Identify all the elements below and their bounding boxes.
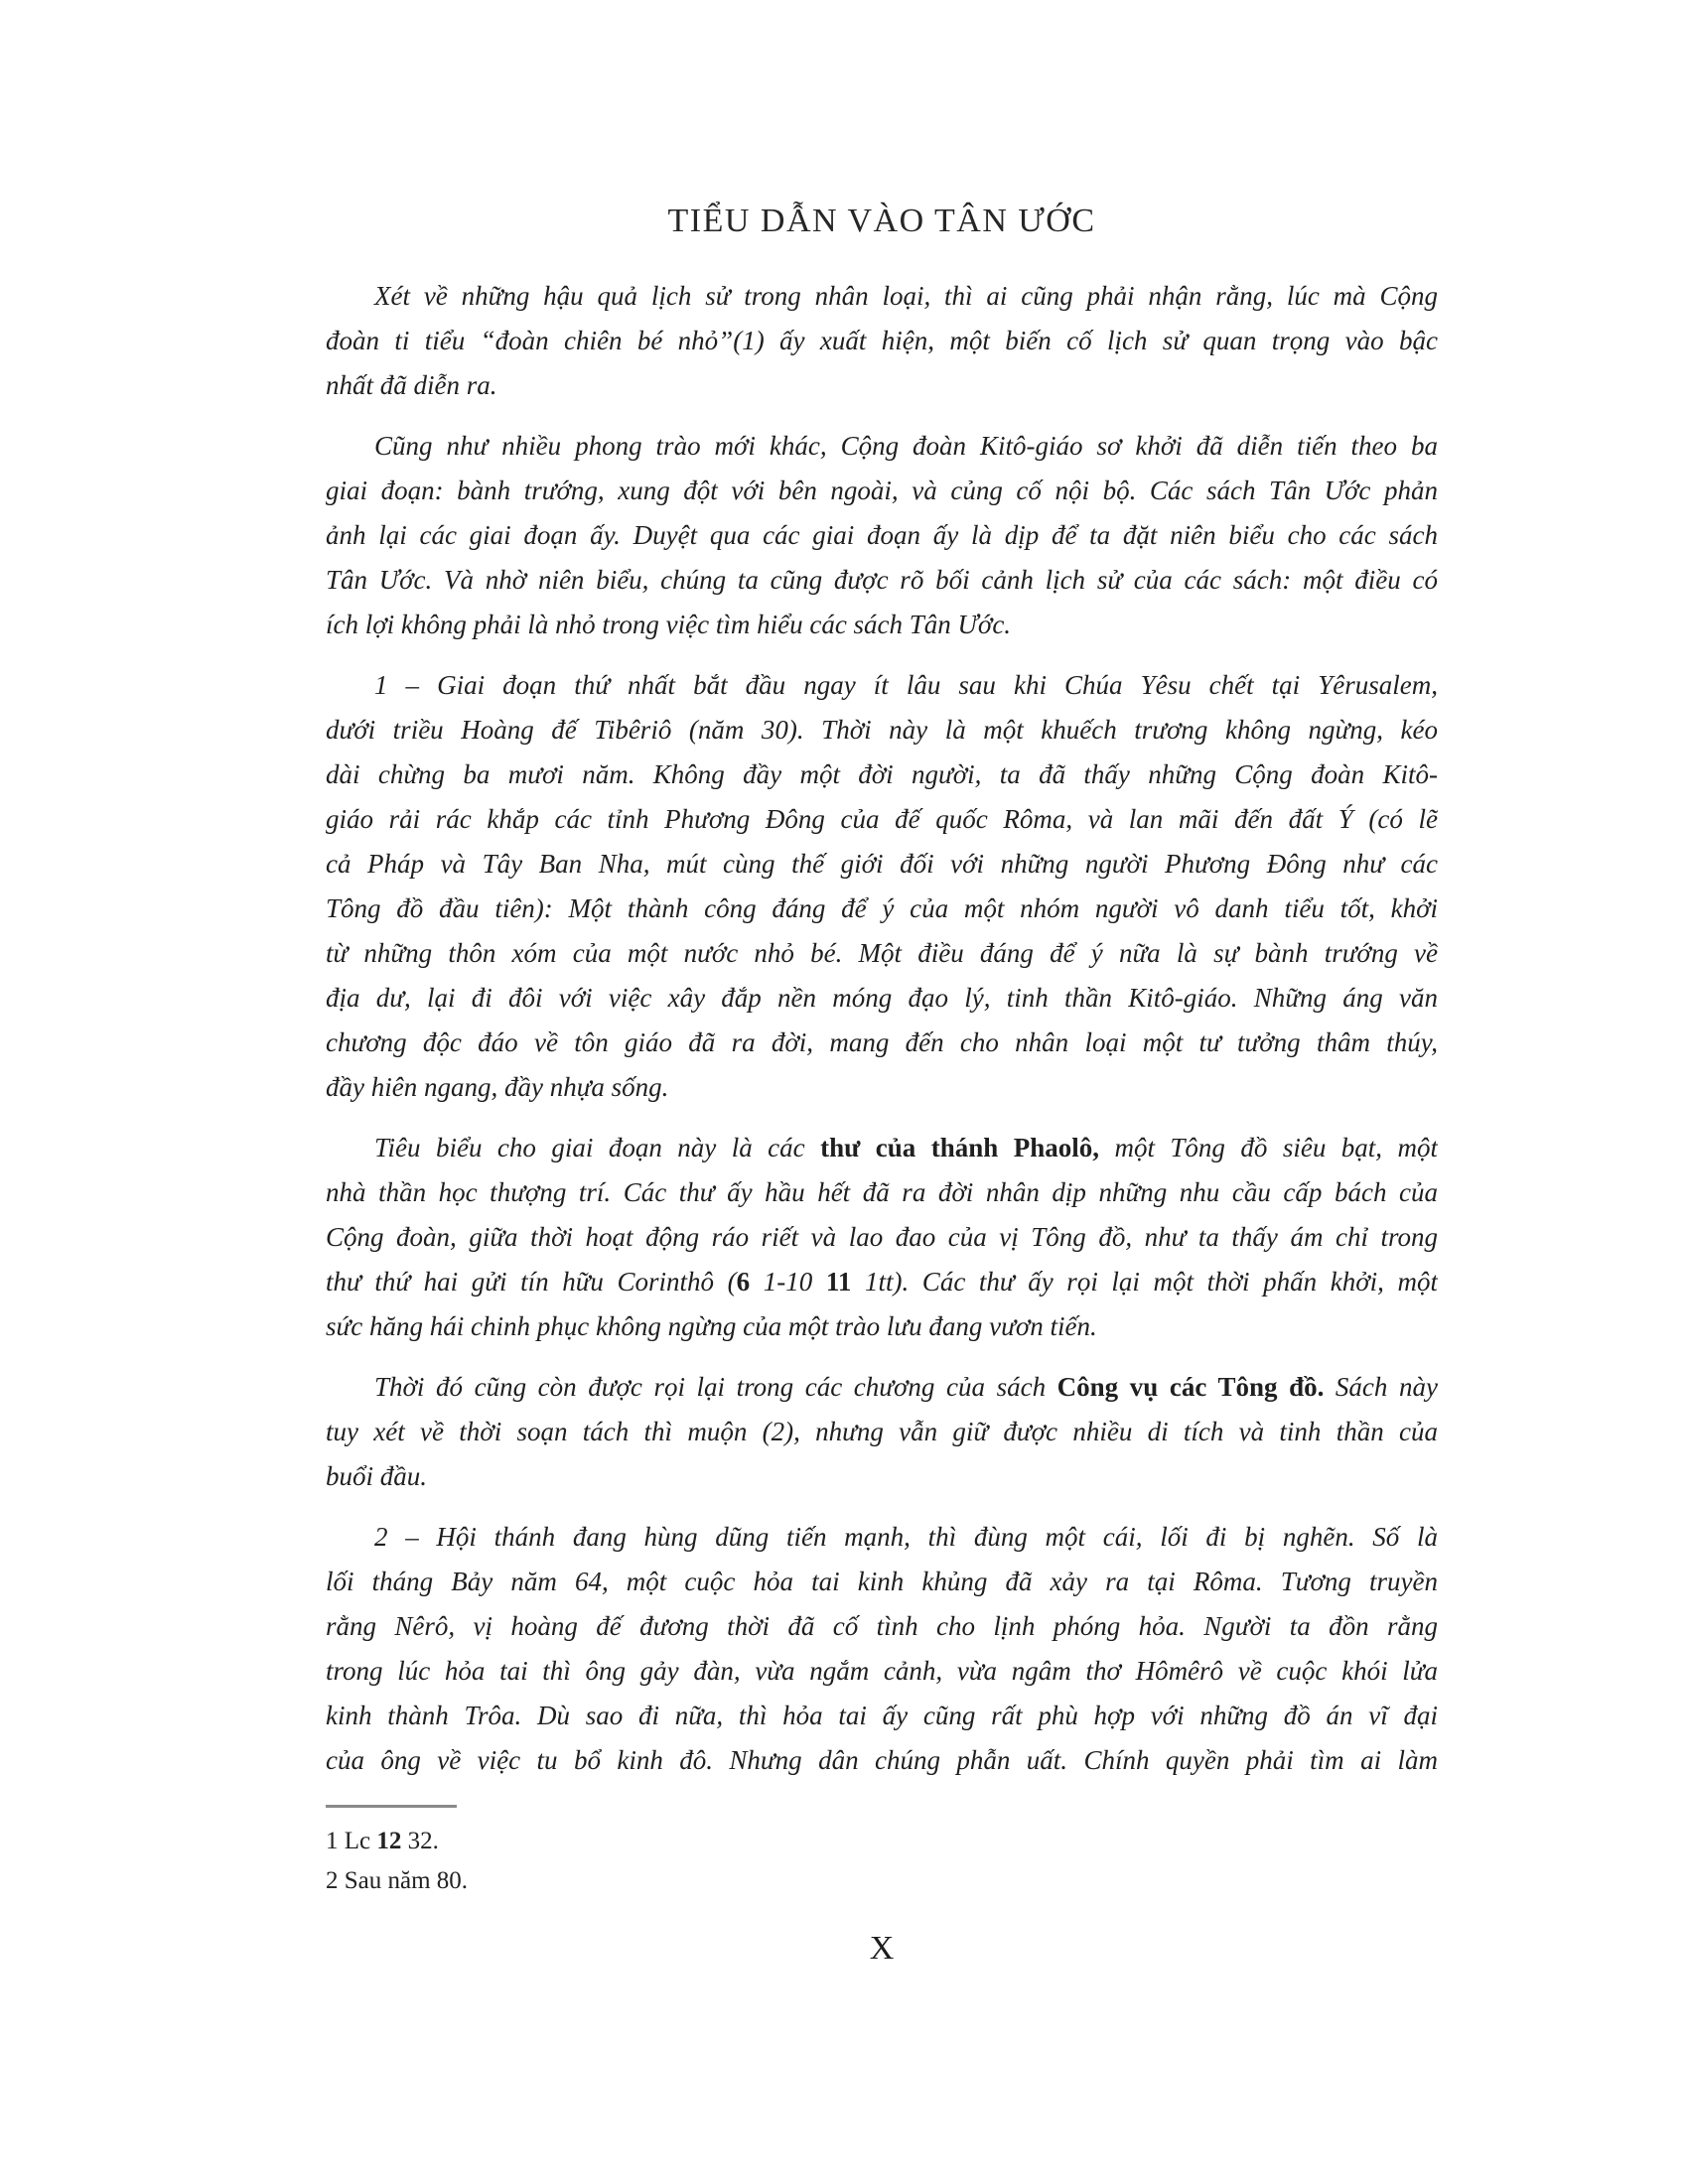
paragraph-line <box>326 1170 1438 1215</box>
text-run: Cũng như nhiều phong trào mới khác, Cộng đoàn Kitô-giáo sơ khởi đã diễn tiến theo ba <box>374 431 1438 461</box>
text-run: sức hăng hái chinh phục không ngừng của một trào lưu đang vươn tiến. <box>326 1311 1097 1341</box>
text-run: thư thứ hai gửi tín hữu Corinthô ( <box>326 1267 737 1297</box>
text-run: ích lợi không phải là nhỏ trong việc tìm hiểu các sách Tân Ước. <box>326 610 1012 639</box>
text-run: trong lúc hỏa tai thì ông gảy đàn, vừa ngắm cảnh, vừa ngâm thơ Hômêrô về cuộc khói lửa <box>326 1656 1438 1686</box>
text-run: 2 – Hội thánh đang hùng dũng tiến mạnh, thì đùng một cái, lối đi bị nghẽn. Số là <box>374 1522 1438 1552</box>
text-run: giai đoạn: bành trướng, xung đột với bên ngoài, và củng cố nội bộ. Các sách Tân Ước phản <box>326 476 1438 505</box>
paragraph-line <box>326 708 1438 752</box>
page-title: TIỂU DẪN VÀO TÂN ƯỚC <box>667 203 1096 239</box>
text-run: cả Pháp và Tây Ban Nha, mút cùng thế giới đối với những người Phương Đông như các <box>326 849 1438 879</box>
text-run: Tông đồ đầu tiên): Một thành công đáng để ý của một nhóm người vô danh tiểu tốt, khởi <box>326 893 1438 923</box>
paragraph-line <box>326 603 1438 647</box>
text-run: của ông về việc tu bổ kinh đô. Nhưng dân chúng phẫn uất. Chính quyền phải tìm ai làm <box>326 1745 1438 1775</box>
text-run: đầy hiên ngang, đầy nhựa sống. <box>326 1072 669 1102</box>
text-run: 1tt). Các thư ấy rọi lại một thời phấn khởi, một <box>851 1267 1438 1297</box>
text-run: 1-10 <box>750 1267 826 1297</box>
text-run: Tiêu biểu cho giai đoạn này là các <box>374 1133 821 1162</box>
text-run: ảnh lại các giai đoạn ấy. Duyệt qua các giai đoạn ấy là dịp để ta đặt niên biểu cho các sách <box>326 520 1438 550</box>
paragraph <box>326 1515 1438 1783</box>
text-run: tuy xét về thời soạn tách thì muộn (2), nhưng vẫn giữ được nhiều di tích và tinh thần của <box>326 1417 1438 1446</box>
text-run: địa dư, lại đi đôi với việc xây đắp nền móng đạo lý, tinh thần Kitô-giáo. Những áng văn <box>326 983 1438 1013</box>
text-run: buổi đầu. <box>326 1461 428 1491</box>
page-number: X <box>869 1930 895 1967</box>
text-run-bold: 11 <box>825 1267 852 1297</box>
paragraph-line <box>326 1649 1438 1694</box>
paragraph-line <box>326 887 1438 931</box>
paragraph-line <box>326 363 1438 408</box>
paragraph-line <box>326 1304 1438 1349</box>
paragraph-line <box>326 797 1438 842</box>
paragraph-line <box>326 842 1438 887</box>
paragraph <box>326 1126 1438 1349</box>
paragraph-line <box>326 1560 1438 1604</box>
paragraph-line <box>326 513 1438 558</box>
paragraph-line <box>326 1021 1438 1065</box>
paragraph-line <box>326 1694 1438 1738</box>
paragraph-line <box>326 1454 1438 1499</box>
paragraph-line <box>326 1604 1438 1649</box>
paragraph-line <box>326 752 1438 797</box>
paragraph-line <box>326 1260 1438 1304</box>
paragraph <box>326 274 1438 408</box>
text-run: rằng Nêrô, vị hoàng đế đương thời đã cố tình cho lịnh phóng hỏa. Người ta đồn rằng <box>326 1611 1438 1641</box>
footnote-block <box>326 1805 1438 1901</box>
footnote-item <box>326 1822 1438 1861</box>
text-run: 1 Lc <box>326 1828 377 1854</box>
text-run: đoàn ti tiểu “đoàn chiên bé nhỏ”(1) ấy xuất hiện, một biến cố lịch sử quan trọng vào bậc <box>326 326 1438 355</box>
text-run: từ những thôn xóm của một nước nhỏ bé. Một điều đáng để ý nữa là sự bành trướng về <box>326 938 1438 968</box>
paragraph-line <box>326 1215 1438 1260</box>
text-run: 32. <box>401 1828 439 1854</box>
paragraph-line <box>326 319 1438 363</box>
footnote-separator <box>326 1805 457 1808</box>
text-run: dài chừng ba mươi năm. Không đầy một đời người, ta đã thấy những Cộng đoàn Kitô- <box>326 759 1438 789</box>
text-run: một Tông đồ siêu bạt, một <box>1099 1133 1438 1162</box>
paragraph-line <box>326 1515 1438 1560</box>
paragraph-line <box>326 558 1438 603</box>
paragraph-line <box>326 1126 1438 1170</box>
paragraph-line <box>326 931 1438 976</box>
paragraph <box>326 1365 1438 1499</box>
text-run: kinh thành Trôa. Dù sao đi nữa, thì hỏa tai ấy cũng rất phù hợp với những đồ án vĩ đại <box>326 1701 1438 1730</box>
text-run: 2 Sau năm 80. <box>326 1867 469 1894</box>
text-run: 1 – Giai đoạn thứ nhất bắt đầu ngay ít lâu sau khi Chúa Yêsu chết tại Yêrusalem, <box>374 670 1438 700</box>
paragraph-line <box>326 663 1438 708</box>
paragraph-line <box>326 1410 1438 1454</box>
body-text <box>326 274 1438 1799</box>
paragraph-line <box>326 976 1438 1021</box>
text-run: giáo rải rác khắp các tỉnh Phương Đông của đế quốc Rôma, và lan mãi đến đất Ý (có lẽ <box>326 804 1438 834</box>
text-run: Cộng đoàn, giữa thời hoạt động ráo riết và lao đao của vị Tông đồ, như ta thấy ám chỉ trong <box>326 1222 1438 1252</box>
text-run-bold: Công vụ các Tông đồ. <box>1056 1372 1325 1402</box>
text-run: Xét về những hậu quả lịch sử trong nhân loại, thì ai cũng phải nhận rằng, lúc mà Cộng <box>374 281 1438 311</box>
text-run: Thời đó cũng còn được rọi lại trong các chương của sách <box>374 1372 1057 1402</box>
text-run: chương độc đáo về tôn giáo đã ra đời, mang đến cho nhân loại một tư tưởng thâm thúy, <box>326 1027 1438 1057</box>
paragraph-line <box>326 1065 1438 1110</box>
text-run-bold: 6 <box>736 1267 751 1297</box>
text-run: nhà thần học thượng trí. Các thư ấy hầu hết đã ra đời nhân dịp những nhu cầu cấp bách của <box>326 1177 1438 1207</box>
text-run-bold: thư của thánh Phaolô, <box>820 1133 1099 1162</box>
footnotes <box>326 1822 1438 1901</box>
text-run: Sách này <box>1324 1372 1438 1402</box>
paragraph-line <box>326 274 1438 319</box>
text-run: Tân Ước. Và nhờ niên biểu, chúng ta cũng được rõ bối cảnh lịch sử của các sách: một điều có <box>326 565 1438 595</box>
paragraph <box>326 663 1438 1110</box>
footnote-item <box>326 1861 1438 1901</box>
paragraph-line <box>326 1738 1438 1783</box>
text-run: lối tháng Bảy năm 64, một cuộc hỏa tai kinh khủng đã xảy ra tại Rôma. Tương truyền <box>326 1567 1438 1596</box>
paragraph-line <box>326 1365 1438 1410</box>
paragraph <box>326 424 1438 647</box>
text-run-bold: 12 <box>376 1828 402 1854</box>
paragraph-line <box>326 424 1438 469</box>
text-run: nhất đã diễn ra. <box>326 370 497 400</box>
paragraph-line <box>326 469 1438 513</box>
text-run: dưới triều Hoàng đế Tibêriô (năm 30). Thời này là một khuếch trương không ngừng, kéo <box>326 715 1438 745</box>
